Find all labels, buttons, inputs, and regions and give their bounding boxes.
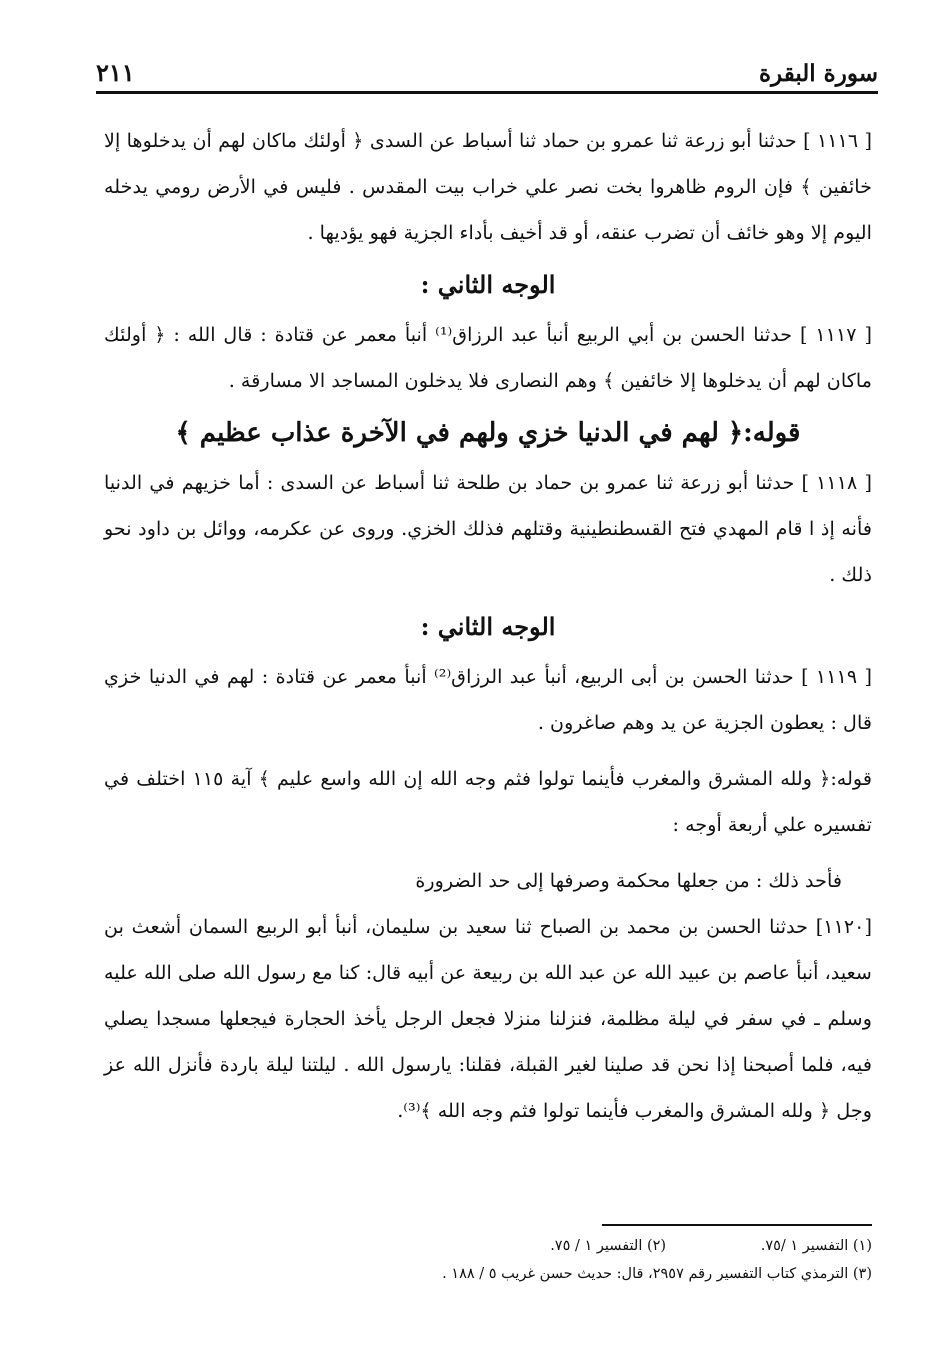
first-aspect: فأحد ذلك : من جعلها محكمة وصرفها إلى حد الضرورة	[415, 869, 842, 892]
footnote-2: (٢) التفسير ١ / ٧٥.	[550, 1238, 667, 1254]
footnote-1: (١) التفسير ١ /٧٥.	[760, 1238, 872, 1254]
footnote-3: (٣) الترمذي كتاب التفسير رقم ٢٩٥٧، قال: حديث حسن غريب ٥ / ١٨٨ .	[442, 1266, 872, 1282]
narration-1119: [ ١١١٩ ] حدثنا الحسن بن أبى الربيع، أنبأ عبد الرزاق⁽²⁾ أنبأ معمر عن قتادة : لهم في الدنيا خزي قال : يعطون الجزية عن يد وهم صاغرون .	[104, 665, 873, 734]
page-number: ٢١١	[96, 58, 135, 87]
narration-1118: [ ١١١٨ ] حدثنا أبو زرعة ثنا عمرو بن حماد بن طلحة ثنا أسباط عن السدى : أما خزيهم في الدنيا فأنه إذ ا قام المهدي فتح القسطنطينية وقتلهم فذلك الخزي. وروى عن عكرمه، ووائل بن داود نحو ذلك .	[104, 471, 872, 586]
surah-title: سورة البقرة	[758, 60, 878, 87]
narration-1116: [ ١١١٦ ] حدثنا أبو زرعة ثنا عمرو بن حماد ثنا أسباط عن السدى ﴿ أولئك ماكان لهم أن يدخلوها إلا خائفين ﴾ فإن الروم ظاهروا بخت نصر علي خراب بيت المقدس . فليس في الأرض رومي يدخله اليوم إلا وهو خائف أن تضرب عنقه، أو قد أخيف بأداء الجزية فهو يؤديها .	[104, 129, 872, 244]
narration-1117: [ ١١١٧ ] حدثنا الحسن بن أبي الربيع أنبأ عبد الرزاق⁽¹⁾ أنبأ معمر عن قتادة : قال الله : ﴿ أولئك ماكان لهم أن يدخلوها إلا خائفين ﴾ وهم النصارى فلا يدخلون المساجد الا مسارقة .	[104, 323, 872, 392]
page-header	[96, 52, 878, 94]
footnote-row	[104, 1232, 872, 1260]
page-body	[104, 118, 872, 1134]
section-heading: الوجه الثاني :	[420, 270, 556, 299]
footnotes	[104, 1224, 872, 1288]
narration-1120: [١١٢٠] حدثنا الحسن بن محمد بن الصباح ثنا سعيد بن سليمان، أنبأ أبو الربيع السمان أشعث بن سعيد، أنبأ عاصم بن عبيد الله عن عبد الله بن ربيعة عن أبيه قال: كنا مع رسول الله صلى الله عليه وسلم ـ في سفر في ليلة مظلمة، فنزلنا منزلا فجعل الرجل يأخذ الحجارة فيجعلها مسجدا يصلي فيه، فلما أصبحنا إذا نحن قد صلينا لغير القبلة، فقلنا: يارسول الله . ليلتنا ليلة باردة فأنزل الله عز وجل ﴿ ولله المشرق والمغرب فأينما تولوا فثم وجه الله ﴾⁽³⁾.	[104, 915, 872, 1122]
section-heading: الوجه الثاني :	[420, 612, 556, 641]
footnote-divider	[602, 1224, 872, 1226]
verse-115-intro: قوله:﴿ ولله المشرق والمغرب فأينما تولوا فثم وجه الله إن الله واسع عليم ﴾ آية ١١٥ اختلف في تفسيره علي أربعة أوجه :	[104, 767, 873, 836]
verse-heading: قوله:﴿ لهم في الدنيا خزي ولهم في الآخرة عذاب عظيم ﴾	[175, 418, 801, 448]
